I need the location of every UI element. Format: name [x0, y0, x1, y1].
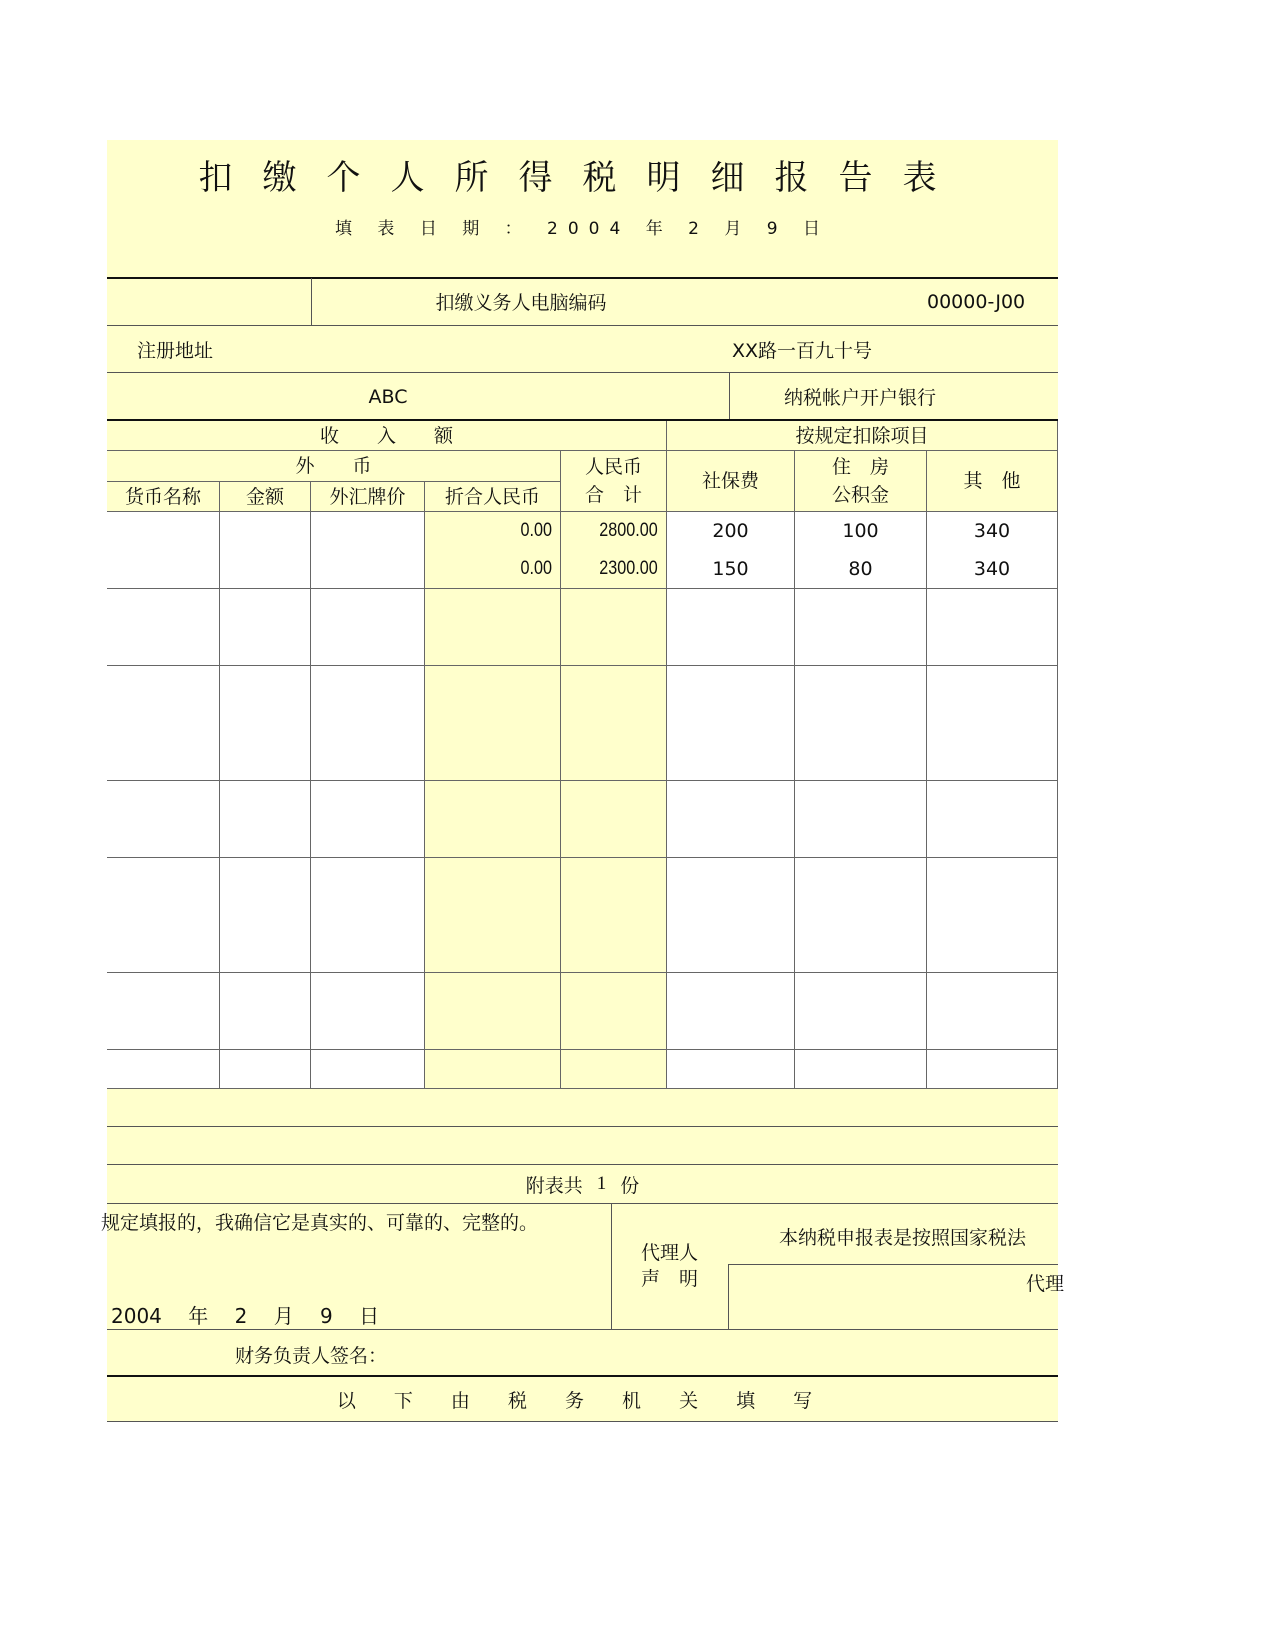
table-cell-other[interactable]	[927, 858, 1058, 897]
cell-value: 200	[712, 520, 749, 542]
table-cell-amount[interactable]	[220, 742, 311, 781]
table-cell-social[interactable]	[667, 742, 795, 781]
table-cell-rate[interactable]	[311, 896, 425, 935]
table-cell-converted[interactable]	[425, 1011, 561, 1050]
cell-value: 150	[712, 558, 749, 580]
tax-office-section: 以 下 由 税 务 机 关 填 写	[336, 1390, 829, 1412]
table-cell-other[interactable]	[927, 1050, 1058, 1089]
table-cell-amount[interactable]	[220, 934, 311, 973]
header-income-text: 收 入 额	[319, 424, 453, 447]
table-cell-converted[interactable]	[425, 973, 561, 1012]
table-cell-housing[interactable]	[795, 819, 927, 858]
cell-value: 0.00	[520, 520, 552, 541]
header-foreign-text: 外 币	[295, 455, 372, 477]
table-cell-social[interactable]	[667, 627, 795, 666]
table-cell-social[interactable]	[667, 858, 795, 897]
table-cell-other[interactable]	[927, 1011, 1058, 1050]
table-cell-social[interactable]	[667, 819, 795, 858]
table-cell-amount[interactable]	[220, 858, 311, 897]
table-cell-other[interactable]	[927, 781, 1058, 820]
table-cell-rate[interactable]	[311, 512, 425, 551]
table-cell-currency[interactable]	[107, 550, 220, 589]
cell-value: 2300.00	[599, 558, 658, 579]
table-cell-converted[interactable]	[425, 1050, 561, 1089]
table-cell-social[interactable]	[667, 1011, 795, 1050]
table-cell-rmb-total[interactable]	[561, 1050, 667, 1089]
table-cell-amount[interactable]	[220, 973, 311, 1012]
table-cell-rmb-total[interactable]	[561, 512, 667, 551]
table-cell-rmb-total[interactable]	[561, 934, 667, 973]
table-cell-converted[interactable]	[425, 858, 561, 897]
table-cell-social[interactable]	[667, 781, 795, 820]
table-cell-currency[interactable]	[107, 512, 220, 551]
table-cell-other[interactable]	[927, 973, 1058, 1012]
table-cell-rate[interactable]	[311, 858, 425, 897]
table-cell-currency[interactable]	[107, 704, 220, 743]
table-cell-rate[interactable]	[311, 704, 425, 743]
table-cell-rmb-total[interactable]	[561, 973, 667, 1012]
table-cell-currency[interactable]	[107, 819, 220, 858]
table-cell-rmb-total[interactable]	[561, 819, 667, 858]
table-cell-amount[interactable]	[220, 704, 311, 743]
tax-report-form	[101, 140, 1065, 1422]
agent-signature: 代理	[1026, 1273, 1065, 1295]
agent-text: 本纳税申报表是按照国家税法	[779, 1227, 1027, 1249]
table-cell-currency[interactable]	[107, 896, 220, 935]
header-deductions-text: 按规定扣除项目	[795, 424, 929, 447]
table-cell-rmb-total[interactable]	[561, 589, 667, 628]
table-cell-rate[interactable]	[311, 742, 425, 781]
table-cell-amount[interactable]	[220, 627, 311, 666]
table-cell-currency[interactable]	[107, 934, 220, 973]
table-cell-housing[interactable]	[795, 666, 927, 705]
table-cell-housing[interactable]	[795, 858, 927, 897]
table-cell-housing[interactable]	[795, 704, 927, 743]
table-cell-social[interactable]	[667, 666, 795, 705]
table-cell-rate[interactable]	[311, 589, 425, 628]
header-amount-text: 金额	[245, 485, 284, 508]
table-cell-social[interactable]	[667, 1050, 795, 1089]
table-cell-social[interactable]	[667, 704, 795, 743]
attachments-count: 附表共 1 份	[525, 1173, 640, 1197]
withholder-code-label: 扣缴义务人电脑编码	[435, 292, 607, 314]
table-cell-rmb-total[interactable]	[561, 858, 667, 897]
table-cell-rmb-total[interactable]	[561, 666, 667, 705]
agent-label: 代理人 声 明	[641, 1242, 699, 1290]
table-cell-converted[interactable]	[425, 627, 561, 666]
table-cell-rate[interactable]	[311, 934, 425, 973]
table-cell-amount[interactable]	[220, 666, 311, 705]
table-cell-other[interactable]	[927, 934, 1058, 973]
header-foreign	[107, 451, 561, 482]
table-cell-amount[interactable]	[220, 1011, 311, 1050]
table-cell-currency[interactable]	[107, 666, 220, 705]
cell-value: 340	[973, 520, 1011, 542]
header-housing	[795, 451, 927, 512]
header-currency-name	[107, 482, 220, 512]
table-cell-social[interactable]	[667, 934, 795, 973]
table-cell-rmb-total[interactable]	[561, 550, 667, 589]
table-cell-amount[interactable]	[220, 819, 311, 858]
table-cell-rate[interactable]	[311, 819, 425, 858]
table-cell-housing[interactable]	[795, 1050, 927, 1089]
table-cell-rmb-total[interactable]	[561, 742, 667, 781]
table-cell-amount[interactable]	[220, 781, 311, 820]
table-cell-currency[interactable]	[107, 1011, 220, 1050]
cell-value: 80	[848, 558, 873, 580]
header-converted	[425, 482, 561, 512]
table-cell-amount[interactable]	[220, 550, 311, 589]
table-cell-converted[interactable]	[425, 550, 561, 589]
table-cell-social[interactable]	[667, 550, 795, 589]
finance-sign-label: 财务负责人签名：	[235, 1345, 388, 1367]
table-cell-converted[interactable]	[425, 666, 561, 705]
table-cell-housing[interactable]	[795, 589, 927, 628]
header-rmb-total	[561, 451, 667, 512]
withholder-code-value[interactable]: 00000-J00	[927, 290, 1026, 313]
table-cell-housing[interactable]	[795, 781, 927, 820]
table-cell-currency[interactable]	[107, 781, 220, 820]
table-cell-converted[interactable]	[425, 512, 561, 551]
table-cell-rmb-total[interactable]	[561, 627, 667, 666]
header-deductions	[667, 421, 1058, 451]
address-value[interactable]: XX路一百九十号	[731, 340, 873, 362]
table-cell-rate[interactable]	[311, 973, 425, 1012]
table-cell-amount[interactable]	[220, 512, 311, 551]
fill-date: 填 表 日 期 ： 2004 年 2 月 9 日	[335, 219, 830, 239]
address-label: 注册地址	[137, 340, 214, 362]
table-cell-housing[interactable]	[795, 896, 927, 935]
table-cell-housing[interactable]	[795, 627, 927, 666]
table-cell-converted[interactable]	[425, 934, 561, 973]
table-cell-social[interactable]	[667, 512, 795, 551]
table-cell-converted[interactable]	[425, 704, 561, 743]
table-cell-other[interactable]	[927, 896, 1058, 935]
bank-label: 纳税帐户开户银行	[783, 387, 936, 409]
table-cell-converted[interactable]	[425, 819, 561, 858]
cell-value: 100	[842, 520, 879, 542]
table-cell-other[interactable]	[927, 742, 1058, 781]
cell-value: 2800.00	[599, 520, 658, 541]
cell-value: 0.00	[520, 558, 552, 579]
declaration-text: 规定填报的，我确信它是真实的、可靠的、完整的。	[101, 1212, 539, 1234]
table-cell-amount[interactable]	[220, 589, 311, 628]
table-cell-social[interactable]	[667, 973, 795, 1012]
header-currency-name-text: 货币名称	[124, 485, 201, 508]
table-cell-rmb-total[interactable]	[561, 1011, 667, 1050]
table-cell-converted[interactable]	[425, 781, 561, 820]
table-cell-rmb-total[interactable]	[561, 896, 667, 935]
table-cell-rate[interactable]	[311, 550, 425, 589]
table-cell-amount[interactable]	[220, 896, 311, 935]
table-cell-social[interactable]	[667, 896, 795, 935]
header-other	[927, 451, 1058, 512]
header-social-text: 社保费	[701, 470, 759, 492]
table-cell-currency[interactable]	[107, 742, 220, 781]
table-cell-housing[interactable]	[795, 742, 927, 781]
table-cell-other[interactable]	[927, 704, 1058, 743]
table-cell-currency[interactable]	[107, 858, 220, 897]
table-cell-other[interactable]	[927, 627, 1058, 666]
table-cell-other[interactable]	[927, 512, 1058, 551]
form-title: 扣缴个人所得税明细报告表	[198, 158, 967, 198]
header-rmb-total-text: 人民币 合 计	[584, 456, 642, 506]
table-cell-other[interactable]	[927, 666, 1058, 705]
table-cell-social[interactable]	[667, 589, 795, 628]
declaration-date: 2004 年 2 月 9 日	[111, 1304, 380, 1328]
table-cell-currency[interactable]	[107, 627, 220, 666]
table-cell-currency[interactable]	[107, 973, 220, 1012]
table-cell-housing[interactable]	[795, 512, 927, 551]
table-cell-housing[interactable]	[795, 934, 927, 973]
header-housing-text: 住 房 公积金	[831, 456, 889, 506]
table-cell-other[interactable]	[927, 589, 1058, 628]
header-rate	[311, 482, 425, 512]
table-cell-rate[interactable]	[311, 1011, 425, 1050]
header-converted-text: 折合人民币	[444, 485, 540, 508]
table-cell-currency[interactable]	[107, 589, 220, 628]
table-cell-other[interactable]	[927, 819, 1058, 858]
name-value[interactable]: ABC	[368, 385, 408, 408]
table-cell-rmb-total[interactable]	[561, 781, 667, 820]
header-other-text: 其 他	[963, 470, 1021, 492]
table-cell-amount[interactable]	[220, 1050, 311, 1089]
table-cell-other[interactable]	[927, 550, 1058, 589]
table-cell-housing[interactable]	[795, 973, 927, 1012]
header-social	[667, 451, 795, 512]
table-cell-rate[interactable]	[311, 666, 425, 705]
table-cell-converted[interactable]	[425, 589, 561, 628]
table-cell-rate[interactable]	[311, 1050, 425, 1089]
header-income	[107, 421, 667, 451]
table-cell-rate[interactable]	[311, 627, 425, 666]
cell-value: 340	[973, 558, 1011, 580]
header-amount	[220, 482, 311, 512]
table-cell-converted[interactable]	[425, 896, 561, 935]
table-cell-housing[interactable]	[795, 1011, 927, 1050]
header-rate-text: 外汇牌价	[329, 485, 406, 508]
table-cell-rate[interactable]	[311, 781, 425, 820]
table-cell-converted[interactable]	[425, 742, 561, 781]
table-cell-currency[interactable]	[107, 1050, 220, 1089]
table-cell-rmb-total[interactable]	[561, 704, 667, 743]
table-cell-housing[interactable]	[795, 550, 927, 589]
